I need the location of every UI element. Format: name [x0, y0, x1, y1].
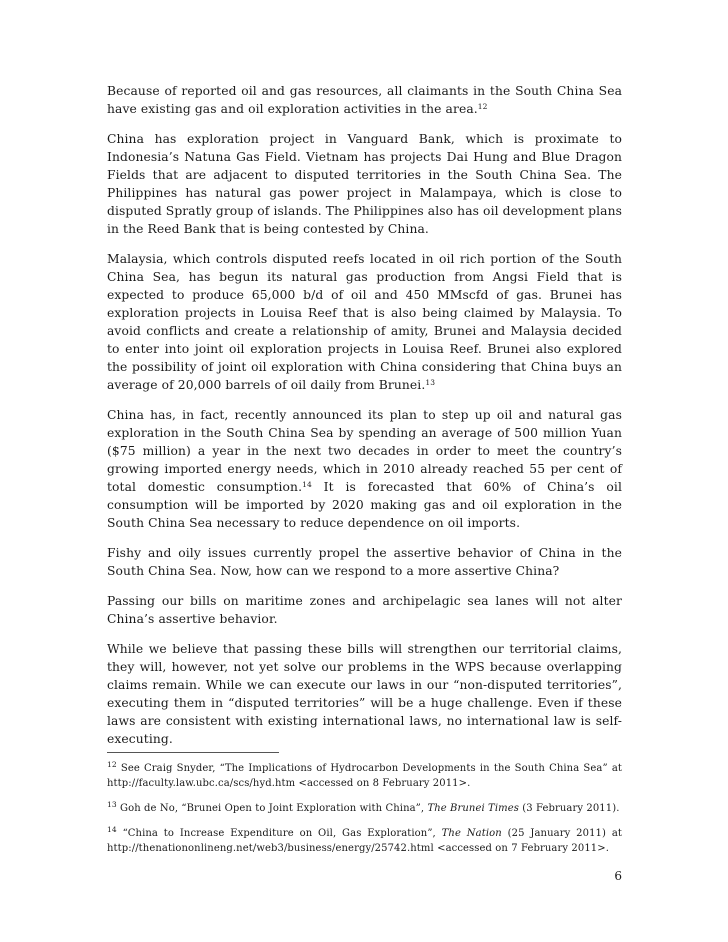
footnote-number: 12 [107, 760, 117, 769]
footnote-12: $^{12}$ See Craig Snyder, “The Implications of Hydrocarbon Developments in the South China Sea” at http://faculty.law.ubc.ca/scs/hyd.htm <accessed on 8 February 2011>. [107, 760, 622, 789]
footnote-ref-13[interactable]: 13 [425, 378, 436, 387]
footnote-separator [107, 752, 279, 753]
footnote-ref-14[interactable]: 14 [302, 480, 312, 489]
footnote-number: 13 [107, 800, 117, 809]
page-number: 6 [614, 869, 622, 883]
footnote-13: $^{13}$ Goh de No, “Brunei Open to Joint Exploration with China”, The Brunei Times (3 February 2011). [107, 800, 620, 814]
document-page [107, 82, 622, 856]
footnote-14: $^{14}$ “China to Increase Expenditure on Oil, Gas Exploration”, The Nation (25 January 2011) at http://thenationonlineng.net/web3/business/energy/25742.html <accessed on 7 February 2011>. [107, 825, 623, 854]
footnote-ref-12[interactable]: 12 [477, 102, 488, 111]
paragraph-exploration-projects: China has exploration project in Vanguard Bank, which is proximate to Indonesia’s Natuna Gas Field. Vietnam has projects Dai Hung and Blue Dragon Fields that are adjacent to disputed territories in the South China Sea. The Philippines has natural gas power project in Malampaya, which is close to disputed Spratly group of islands. The Philippines also has oil development plans in the Reed Bank that is being contested by China. [107, 132, 622, 236]
paragraph-malaysia-brunei: Malaysia, which controls disputed reefs located in oil rich portion of the South China Sea, has begun its natural gas production from Angsi Field that is expected to produce 65,000 b/d of oil and 450 MMscfd of gas. Brunei has exploration projects in Louisa Reef that is also being claimed by Malaysia. To avoid conflicts and create a relationship of amity, Brunei and Malaysia decided to enter into joint oil exploration projects in Louisa Reef. Brunei also explored the possibility of joint oil exploration with China considering that China buys an average of 20,000 barrels of oil daily from Brunei.$^{13}$ [107, 252, 622, 392]
paragraph-bills: Passing our bills on maritime zones and archipelagic sea lanes will not alter China’s assertive behavior. [107, 594, 622, 626]
footnote-number: 14 [107, 825, 117, 834]
paragraph-claimants: Because of reported oil and gas resources, all claimants in the South China Sea have existing gas and oil exploration activities in the area.$^{12}$ [107, 84, 622, 116]
publication-title: The Brunei Times [427, 803, 519, 814]
paragraph-china-plan: China has, in fact, recently announced its plan to step up oil and natural gas exploration in the South China Sea by spending an average of 500 million Yuan ($75 million) a year in the next two decades in order to meet the country’s growing imported energy needs, which in 2010 already reached 55 per cent of total domestic consumption.$^{14}$ It is forecasted that 60% of China’s oil consumption will be imported by 2020 making gas and oil exploration in the South China Sea necessary to reduce dependence on oil imports. [107, 408, 622, 530]
paragraph-territorial-claims: While we believe that passing these bills will strengthen our territorial claims, they will, however, not yet solve our problems in the WPS because overlapping claims remain. While we can execute our laws in our “non-disputed territories”, executing them in “disputed territories” will be a huge challenge. Even if these laws are consistent with existing international laws, no international law is self-executing. [107, 642, 622, 746]
publication-title: The Nation [441, 828, 502, 839]
paragraph-assertive-china: Fishy and oily issues currently propel the assertive behavior of China in the South China Sea. Now, how can we respond to a more assertive China? [107, 546, 622, 578]
